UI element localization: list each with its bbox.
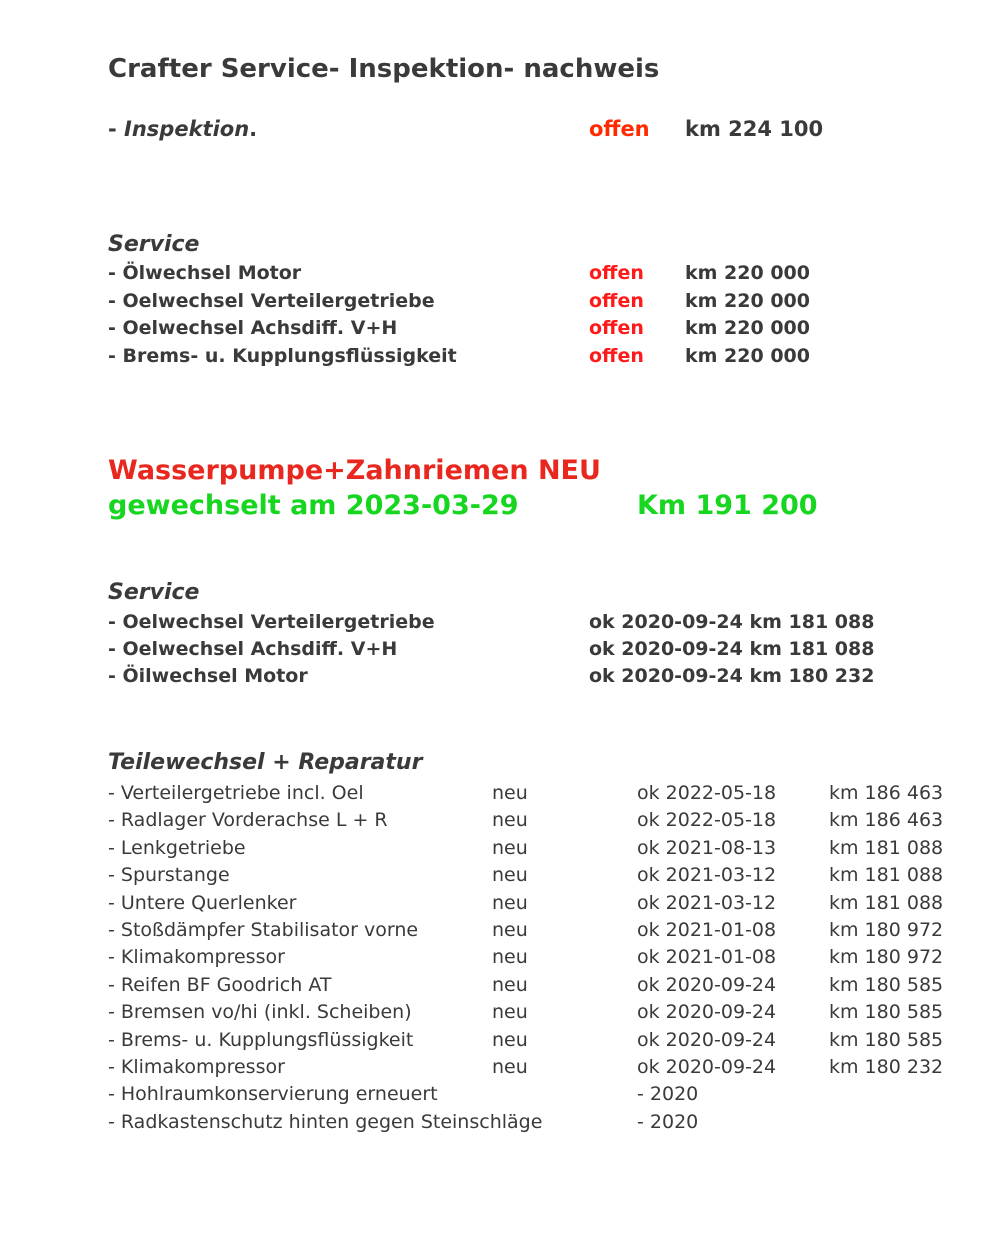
parts-status: ok 2022-05-18: [637, 809, 777, 832]
service-open-status: offen: [589, 289, 644, 312]
parts-heading: Teilewechsel + Reparatur: [108, 750, 423, 775]
parts-label: - Verteilergetriebe incl. Oel: [108, 782, 364, 804]
parts-row: [108, 1029, 968, 1057]
parts-status: ok 2021-03-12: [637, 891, 777, 914]
service-open-label: - Oelwechsel Achsdiff. V+H: [108, 317, 398, 340]
inspection-status: offen: [589, 117, 650, 141]
inspection-prefix: -: [108, 117, 125, 141]
parts-row: [108, 1111, 968, 1139]
service-done-row: [108, 638, 968, 666]
parts-label: - Untere Querlenker: [108, 891, 297, 914]
service-done-label: - Oelwechsel Achsdiff. V+H: [108, 638, 398, 660]
parts-km: km 180 232: [829, 1056, 944, 1078]
parts-neu: neu: [492, 836, 528, 859]
service-open-row: [108, 290, 968, 318]
service-open-label: - Ölwechsel Motor: [108, 262, 302, 284]
parts-km: km 186 463: [829, 809, 944, 832]
parts-row: [108, 892, 968, 920]
parts-km: km 186 463: [829, 782, 944, 804]
inspection-word: Inspektion: [124, 117, 250, 141]
parts-label: - Stoßdämpfer Stabilisator vorne: [108, 919, 419, 941]
service-open-row: [108, 262, 968, 290]
parts-status: ok 2021-01-08: [637, 946, 777, 969]
parts-neu: neu: [492, 973, 528, 996]
parts-status: ok 2022-05-18: [637, 782, 777, 804]
service-open-km: km 220 000: [685, 289, 810, 312]
parts-row: [108, 864, 968, 892]
service-done-label: - Oelwechsel Verteilergetriebe: [108, 611, 435, 633]
service-done-status: ok 2020-09-24 km 181 088: [589, 638, 875, 660]
parts-neu: neu: [492, 891, 528, 914]
parts-km: km 180 972: [829, 919, 944, 941]
parts-neu: neu: [492, 1028, 528, 1051]
service-open-km: km 220 000: [685, 262, 810, 284]
parts-row: [108, 837, 968, 865]
parts-km: km 180 585: [829, 973, 944, 996]
parts-label: - Reifen BF Goodrich AT: [108, 973, 332, 996]
parts-neu: neu: [492, 1056, 528, 1078]
parts-row: [108, 1056, 968, 1084]
water-pump-km: Km 191 200: [637, 490, 818, 521]
service-open-status: offen: [589, 262, 644, 284]
inspection-km: km 224 100: [685, 117, 824, 141]
service-open-km: km 220 000: [685, 345, 810, 368]
service-done-row: [108, 611, 968, 639]
service-open-status: offen: [589, 317, 644, 340]
water-pump-title: Wasserpumpe+Zahnriemen NEU: [108, 455, 601, 486]
parts-label: - Radkastenschutz hinten gegen Steinschläge: [108, 1110, 543, 1133]
page-title: Crafter Service- Inspektion- nachweis: [108, 54, 660, 84]
parts-row: [108, 782, 968, 810]
parts-label: - Bremsen vo/hi (inkl. Scheiben): [108, 1001, 412, 1024]
parts-row: [108, 1083, 968, 1111]
parts-status: ok 2020-09-24: [637, 973, 777, 996]
parts-neu: neu: [492, 919, 528, 941]
service-done-heading: Service: [108, 580, 200, 605]
parts-status: ok 2021-01-08: [637, 919, 777, 941]
parts-km: km 180 585: [829, 1028, 944, 1051]
parts-label: - Hohlraumkonservierung erneuert: [108, 1083, 438, 1106]
service-done-row: [108, 665, 968, 693]
inspection-suffix: .: [249, 117, 258, 141]
parts-neu: neu: [492, 782, 528, 804]
service-done-status: ok 2020-09-24 km 181 088: [589, 611, 875, 633]
parts-status: - 2020: [637, 1110, 699, 1133]
parts-status: ok 2020-09-24: [637, 1028, 777, 1051]
parts-row: [108, 1001, 968, 1029]
parts-km: km 181 088: [829, 864, 944, 887]
parts-row: [108, 809, 968, 837]
parts-km: km 181 088: [829, 891, 944, 914]
parts-km: km 181 088: [829, 836, 944, 859]
parts-status: ok 2020-09-24: [637, 1056, 777, 1078]
parts-label: - Lenkgetriebe: [108, 836, 246, 859]
service-open-row: [108, 345, 968, 373]
parts-km: km 180 585: [829, 1001, 944, 1024]
parts-status: ok 2021-03-12: [637, 864, 777, 887]
parts-row: [108, 974, 968, 1002]
parts-row: [108, 946, 968, 974]
parts-status: ok 2021-08-13: [637, 836, 777, 859]
service-done-label: - Öilwechsel Motor: [108, 665, 308, 687]
service-open-km: km 220 000: [685, 317, 810, 340]
inspection-label: [108, 117, 257, 141]
parts-neu: neu: [492, 946, 528, 969]
service-open-heading: Service: [108, 232, 200, 257]
service-open-status: offen: [589, 345, 644, 368]
parts-status: - 2020: [637, 1083, 699, 1106]
parts-label: - Brems- u. Kupplungsflüssigkeit: [108, 1028, 414, 1051]
parts-neu: neu: [492, 809, 528, 832]
service-open-label: - Oelwechsel Verteilergetriebe: [108, 289, 435, 312]
parts-status: ok 2020-09-24: [637, 1001, 777, 1024]
parts-km: km 180 972: [829, 946, 944, 969]
parts-row: [108, 919, 968, 947]
parts-label: - Radlager Vorderachse L + R: [108, 809, 388, 832]
parts-neu: neu: [492, 864, 528, 887]
parts-neu: neu: [492, 1001, 528, 1024]
service-open-row: [108, 317, 968, 345]
parts-label: - Spurstange: [108, 864, 230, 887]
water-pump-date: gewechselt am 2023-03-29: [108, 490, 519, 521]
service-open-label: - Brems- u. Kupplungsflüssigkeit: [108, 345, 457, 368]
parts-label: - Klimakompressor: [108, 1056, 285, 1078]
service-done-status: ok 2020-09-24 km 180 232: [589, 665, 875, 687]
parts-label: - Klimakompressor: [108, 946, 285, 969]
